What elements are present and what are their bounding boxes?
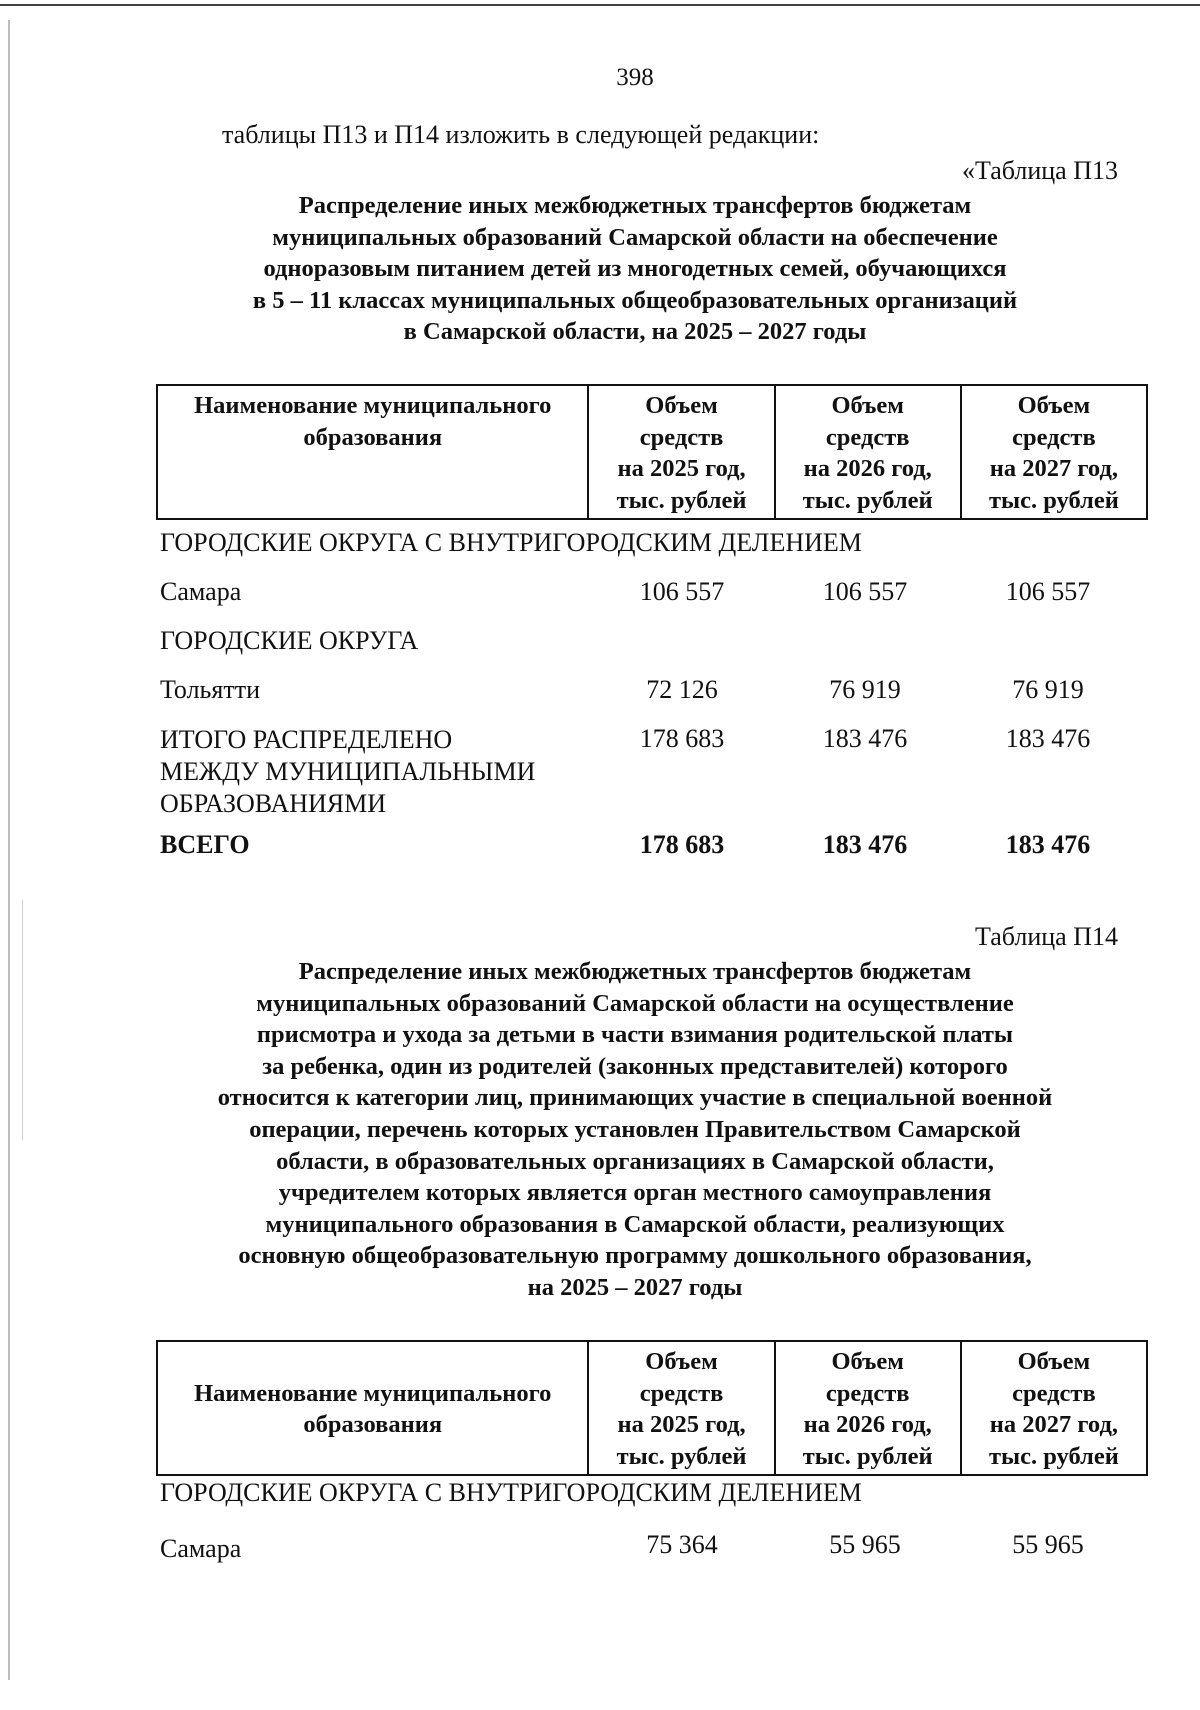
title-line: операции, перечень которых установлен Правительством Самарской <box>249 1115 1021 1143</box>
value-2025: 72 126 <box>646 675 718 704</box>
header-line: Объем <box>1017 1348 1091 1375</box>
header-2027 <box>961 1341 1147 1475</box>
title-line: Распределение иных межбюджетных трансфертов бюджетам <box>298 958 972 985</box>
header-line: образования <box>303 423 443 451</box>
header-line: средств <box>1012 1379 1096 1407</box>
header-line: тыс. рублей <box>616 486 747 514</box>
header-line: на 2025 год, <box>617 1411 746 1438</box>
header-line: на 2027 год, <box>989 1411 1118 1438</box>
section-heading: ГОРОДСКИЕ ОКРУГА С ВНУТРИГОРОДСКИМ ДЕЛЕНИЕМ <box>160 528 862 557</box>
header-line: на 2026 год, <box>803 1411 932 1438</box>
value-2027: 183 476 <box>1005 724 1091 753</box>
row-name: Самара <box>160 577 242 606</box>
title-line: основную общеобразовательную программу дошкольного образования, <box>238 1242 1032 1270</box>
row-name: Самара <box>160 1534 242 1563</box>
value-2027: 76 919 <box>1012 675 1084 704</box>
header-2025 <box>588 385 774 519</box>
row-name-line: ИТОГО РАСПРЕДЕЛЕНО <box>160 725 453 754</box>
title-line: в 5 – 11 классах муниципальных общеобразовательных организаций <box>252 286 1018 314</box>
header-line: на 2026 год, <box>803 455 932 482</box>
value-2027: 55 965 <box>1012 1530 1084 1559</box>
header-line: Наименование муниципального <box>194 392 552 419</box>
header-line: Объем <box>645 1348 718 1375</box>
header-line: тыс. рублей <box>988 486 1119 514</box>
title-line: учредителем которых является орган местного самоуправления <box>278 1179 992 1207</box>
row-name <box>160 724 535 820</box>
page-number: 398 <box>616 64 654 91</box>
title-line: Распределение иных межбюджетных трансфертов бюджетам <box>298 192 972 219</box>
value-2025: 106 557 <box>639 577 725 606</box>
header-municipality <box>157 385 588 519</box>
header-2025 <box>588 1341 774 1475</box>
title-line: муниципальных образований Самарской области на осуществление <box>256 989 1014 1017</box>
header-municipality <box>157 1341 588 1475</box>
value-2025: 178 683 <box>639 724 725 753</box>
value-2027: 106 557 <box>1005 577 1091 606</box>
header-line: на 2025 год, <box>617 455 746 482</box>
title-line: области, в образовательных организациях в Самарской области, <box>276 1147 994 1175</box>
title-line: одноразовым питанием детей из многодетных семей, обучающихся <box>263 255 1007 283</box>
header-line: тыс. рублей <box>988 1442 1119 1470</box>
header-line: средств <box>639 1379 724 1407</box>
row-name-line: МЕЖДУ МУНИЦИПАЛЬНЫМИ <box>160 757 536 786</box>
header-2026 <box>775 385 961 519</box>
value-2025: 178 683 <box>639 830 725 859</box>
value-2027: 183 476 <box>1005 830 1091 859</box>
title-line: на 2025 – 2027 годы <box>527 1273 743 1301</box>
title-line: муниципального образования в Самарской области, реализующих <box>265 1210 1005 1238</box>
table-p14-header <box>156 1340 1148 1476</box>
header-line: средств <box>1012 423 1096 451</box>
header-line: средств <box>825 423 910 451</box>
header-line: тыс. рублей <box>616 1442 747 1470</box>
table-p13-title <box>140 190 1130 348</box>
row-name-line: ОБРАЗОВАНИЯМИ <box>160 789 387 818</box>
table-p14-title <box>140 956 1130 1304</box>
header-2026 <box>775 1341 961 1475</box>
intro-text: таблицы П13 и П14 изложить в следующей редакции: <box>222 120 820 149</box>
header-line: Наименование муниципального <box>194 1379 552 1407</box>
title-line: присмотра и ухода за детьми в части взимания родительской платы <box>256 1021 1014 1049</box>
header-line: на 2027 год, <box>989 455 1118 482</box>
section-heading: ГОРОДСКИЕ ОКРУГА <box>160 626 419 655</box>
row-name: Тольятти <box>160 675 261 704</box>
value-2026: 183 476 <box>822 830 908 859</box>
title-line: за ребенка, один из родителей (законных представителей) которого <box>262 1052 1008 1080</box>
table-p13-label: «Таблица П13 <box>962 156 1118 185</box>
table-p13-header <box>156 384 1148 520</box>
scan-left-edge-mark <box>22 900 23 1140</box>
value-2025: 75 364 <box>646 1530 718 1559</box>
value-2026: 183 476 <box>822 724 908 753</box>
title-line: муниципальных образований Самарской области на обеспечение <box>272 223 998 251</box>
header-line: образования <box>303 1411 443 1438</box>
header-line: средств <box>639 423 724 451</box>
table-p14-label: Таблица П14 <box>975 922 1118 951</box>
header-line: Объем <box>645 392 718 419</box>
header-line: Объем <box>831 392 904 419</box>
header-line: Объем <box>831 1348 904 1375</box>
header-2027 <box>961 385 1147 519</box>
header-line: тыс. рублей <box>802 486 933 514</box>
row-name: ВСЕГО <box>160 830 250 859</box>
header-line: средств <box>825 1379 910 1407</box>
value-2026: 106 557 <box>822 577 908 606</box>
value-2026: 55 965 <box>829 1530 901 1559</box>
header-line: тыс. рублей <box>802 1442 933 1470</box>
scan-left-edge <box>8 20 10 1680</box>
section-heading: ГОРОДСКИЕ ОКРУГА С ВНУТРИГОРОДСКИМ ДЕЛЕНИЕМ <box>160 1478 862 1507</box>
value-2026: 76 919 <box>829 675 901 704</box>
title-line: в Самарской области, на 2025 – 2027 годы <box>403 318 867 346</box>
title-line: относится к категории лиц, принимающих участие в специальной военной <box>217 1084 1053 1112</box>
header-line: Объем <box>1017 392 1091 419</box>
scan-top-line <box>0 4 1200 6</box>
